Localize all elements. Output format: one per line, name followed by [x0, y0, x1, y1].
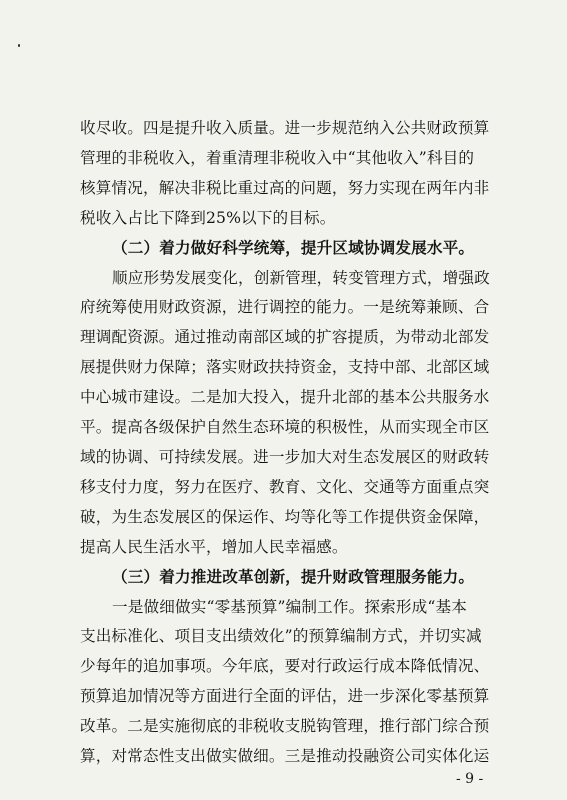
paragraph-line: 顺应形势发展变化，创新管理，转变管理方式，增强政: [112, 268, 490, 287]
paragraph-line: 改革。二是实施彻底的非税收支脱钩管理，推行部门综合预: [80, 717, 490, 736]
paragraph-line: 展提供财力保障；落实财政扶持资金，支持中部、北部区域: [80, 358, 490, 377]
paragraph-line: 府统筹使用财政资源，进行调控的能力。一是统筹兼顾、合: [80, 298, 490, 317]
section-heading: （三）着力推进改革创新，提升财政管理服务能力。: [112, 566, 475, 586]
paragraph-line: 收尽收。四是提升收入质量。进一步规范纳入公共财政预算: [80, 119, 490, 137]
page-number: - 9 -: [456, 771, 484, 787]
paragraph-line: 平。提高各级保护自然生态环境的积极性，从而实现全市区: [80, 418, 490, 436]
paragraph-line: 预算追加情况等方面进行全面的评估，进一步深化零基预算: [80, 687, 490, 706]
paragraph-line: 少每年的追加事项。今年底，要对行政运行成本降低情况、: [80, 657, 490, 676]
paragraph-line: 税收入占比下降到25%以下的目标。: [80, 208, 336, 227]
paragraph-line: 算，对常态性支出做实做细。三是推动投融资公司实体化运: [80, 747, 490, 765]
paragraph-line: 中心城市建设。二是加大投入，提升北部的基本公共服务水: [80, 388, 490, 407]
paragraph-line: 核算情况，解决非税比重过高的问题，努力实现在两年内非: [80, 178, 490, 197]
paragraph-line: 提高人民生活水平，增加人民幸福感。: [80, 537, 348, 556]
paragraph-line: 支出标准化、项目支出绩效化”的预算编制方式，并切实减: [80, 627, 482, 646]
paragraph-line: 域的协调、可持续发展。进一步加大对生态发展区的财政转: [80, 448, 490, 466]
paragraph-line: 理调配资源。通过推动南部区域的扩容提质，为带动北部发: [80, 328, 490, 347]
paragraph-line: 移支付力度，努力在医疗、教育、文化、交通等方面重点突: [80, 477, 490, 496]
section-heading: （二）着力做好科学统筹，提升区域协调发展水平。: [112, 237, 475, 257]
scan-speck: [18, 44, 20, 47]
paragraph-line: 一是做细做实“零基预算”编制工作。探索形成“基本: [112, 597, 467, 616]
paragraph-line: 破，为生态发展区的保运作、均等化等工作提供资金保障，: [80, 507, 490, 526]
paragraph-line: 管理的非税收入，着重清理非税收入中“其他收入”科目的: [80, 148, 475, 167]
